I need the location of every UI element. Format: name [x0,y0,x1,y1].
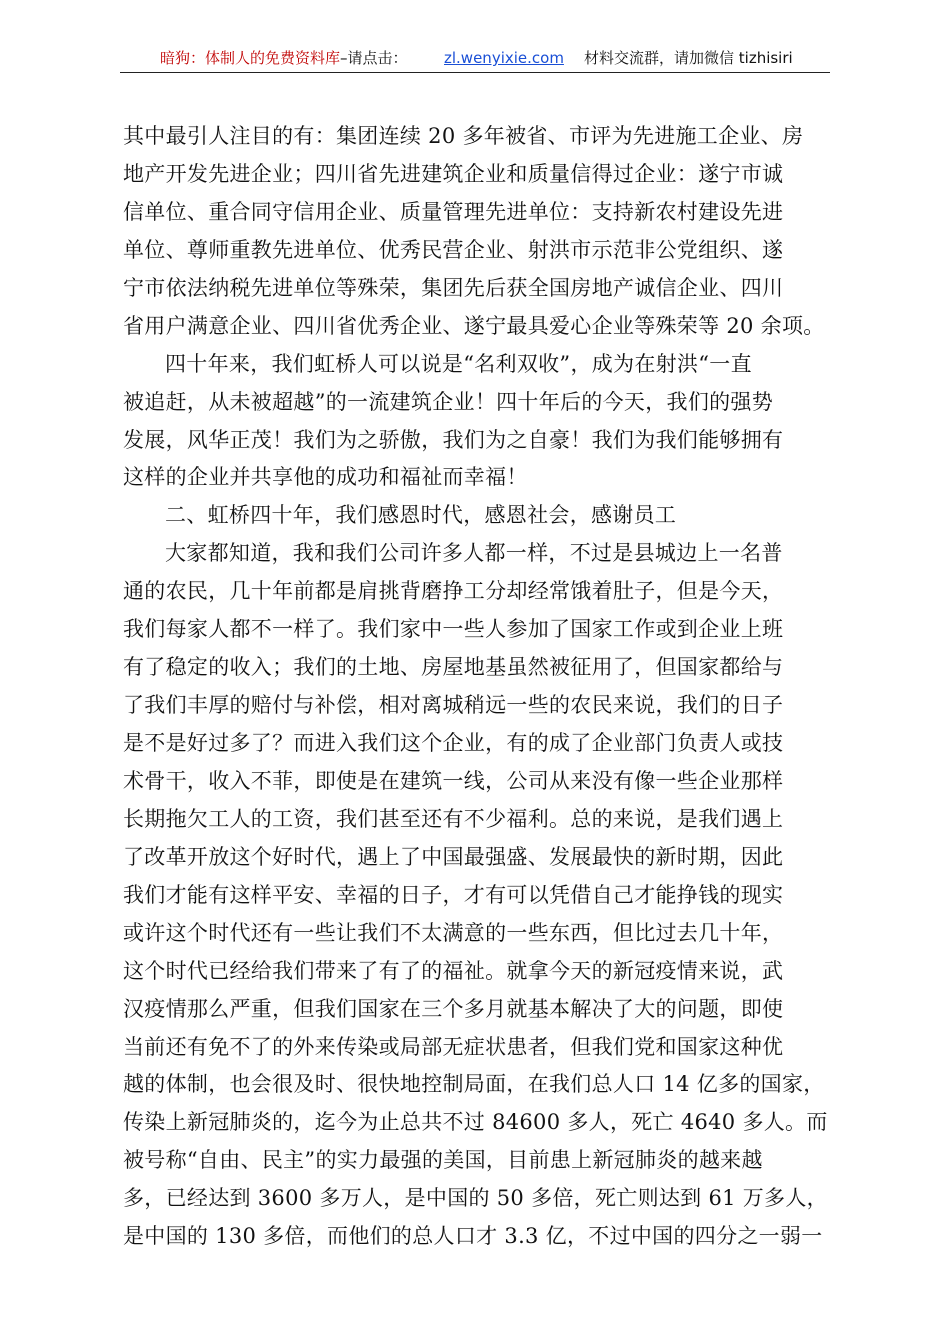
text-line: 当前还有免不了的外来传染或局部无症状患者，但我们党和国家这种优 [123,1034,784,1059]
text-line: 术骨干，收入不菲，即使是在建筑一线，公司从来没有像一些企业那样 [123,768,784,793]
text-line: 这个时代已经给我们带来了有了的福祉。就拿今天的新冠疫情来说，武 [123,958,784,983]
text-line: 省用户满意企业、四川省优秀企业、遂宁最具爱心企业等殊荣等 20 余项。 [123,313,825,338]
text-line: 汉疫情那么严重，但我们国家在三个多月就基本解决了大的问题，即使 [123,996,784,1021]
document-body [123,118,835,1256]
text-line: 是中国的 130 多倍，而他们的总人口才 3.3 亿，不过中国的四分之一弱一 [123,1224,823,1249]
text-line: 被追赶，从未被超越”的一流建筑企业！四十年后的今天，我们的强势 [123,389,774,414]
text-line: 传染上新冠肺炎的，迄今为止总共不过 84600 多人，死亡 4640 多人。而 [123,1110,828,1135]
section-heading: 二、虹桥四十年，我们感恩时代，感恩社会，感谢员工 [165,503,677,528]
paragraph-start-line: 大家都知道，我和我们公司许多人都一样，不过是县城边上一名普 [165,541,783,566]
text-line: 是不是好过多了？而进入我们这个企业，有的成了企业部门负责人或技 [123,731,784,755]
paragraph-start-line: 四十年来，我们虹桥人可以说是“名利双收”，成为在射洪“一直 [165,351,752,376]
header-contact: 材料交流群，请加微信 tizhisiri [584,49,793,67]
text-line: 发展，风华正茂！我们为之骄傲，我们为之自豪！我们为我们能够拥有 [123,427,784,452]
text-line: 我们才能有这样平安、幸福的日子，才有可以凭借自己才能挣钱的现实 [123,882,784,907]
page-header [120,44,830,73]
text-line: 这样的企业并共享他的成功和福祉而幸福！ [123,465,528,490]
text-line: 信单位、重合同守信用企业、质量管理先进单位：支持新农村建设先进 [123,199,784,224]
text-line: 单位、尊师重教先进单位、优秀民营企业、射洪市示范非公党组织、遂 [123,237,784,262]
text-line: 有了稳定的收入；我们的土地、房屋地基虽然被征用了，但国家都给与 [123,655,784,680]
text-line: 地产开发先进企业；四川省先进建筑企业和质量信得过企业：遂宁市诚 [123,161,784,186]
text-line: 了改革开放这个好时代，遇上了中国最强盛、发展最快的新时期，因此 [123,844,784,869]
header-brand: 暗狗：体制人的免费资料库–请点击： [160,49,408,67]
text-line: 了我们丰厚的赔付与补偿，相对离城稍远一些的农民来说，我们的日子 [123,693,784,718]
text-line: 越的体制，也会很及时、很快地控制局面，在我们总人口 14 亿多的国家， [123,1072,825,1097]
header-link[interactable]: zl.wenyixie.com [444,49,564,67]
text-line: 宁市依法纳税先进单位等殊荣，集团先后获全国房地产诚信企业、四川 [123,275,784,300]
text-line: 通的农民，几十年前都是肩挑背磨挣工分却经常饿着肚子，但是今天， [123,579,784,604]
text-line: 其中最引人注目的有：集团连续 20 多年被省、市评为先进施工企业、房 [123,124,804,148]
text-line: 被号称“自由、民主”的实力最强的美国，目前患上新冠肺炎的越来越 [123,1148,763,1173]
text-line: 或许这个时代还有一些让我们不太满意的一些东西，但比过去几十年， [123,920,784,945]
text-line: 我们每家人都不一样了。我们家中一些人参加了国家工作或到企业上班 [123,617,784,642]
text-line: 多，已经达到 3600 多万人，是中国的 50 多倍，死亡则达到 61 万多人， [123,1186,828,1211]
header-prompt: –请点击： [340,49,408,67]
text-line: 长期拖欠工人的工资，我们甚至还有不少福利。总的来说，是我们遇上 [123,806,784,831]
